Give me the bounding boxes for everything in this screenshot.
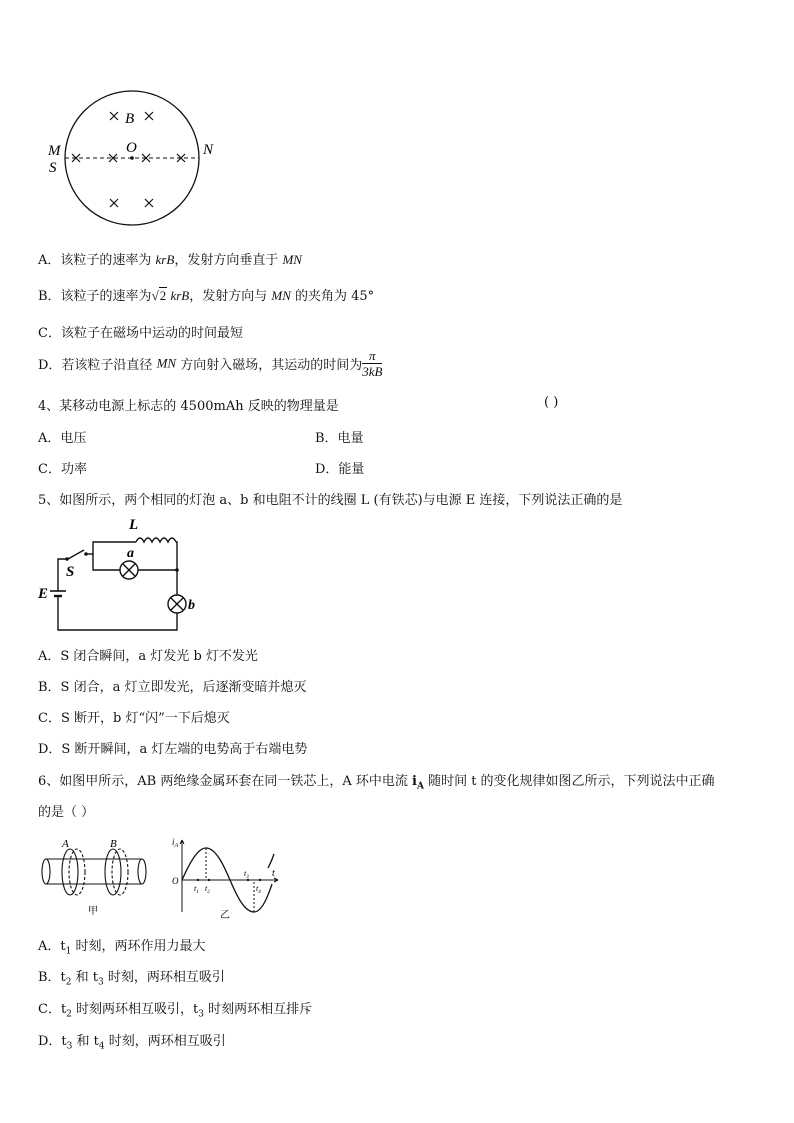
switch-contact-right: [84, 552, 88, 556]
caption-yi: 乙: [220, 910, 230, 920]
q6-stem-line2: 的是（ ）: [38, 805, 95, 820]
q3-B-text2: ，发射方向与: [189, 289, 272, 304]
switch-lever: [68, 550, 84, 559]
q3-D-fraction: [362, 348, 382, 379]
caption-jia: 甲: [88, 906, 98, 917]
q3-B-text3: 的夹角为 45°: [290, 289, 375, 304]
q3-D-text2: 方向射入磁场，其运动的时间为: [176, 358, 363, 373]
q3-option-D: [38, 348, 382, 379]
junction-right: [175, 568, 179, 572]
label-B: B: [125, 111, 135, 127]
q3-A-speed: krB: [155, 252, 175, 267]
wire-left-up: [58, 559, 66, 586]
q4-option-A: A．电压: [38, 431, 87, 446]
axis-label-iA: $i_A$: [172, 837, 179, 849]
axis-label-t: t: [272, 868, 275, 879]
q3-option-A: [38, 249, 302, 268]
bulb-a-cross: [123, 564, 135, 576]
q4-answer-paren: ( ): [544, 395, 559, 410]
origin-O: O: [172, 876, 179, 886]
inductor-coil: [136, 538, 176, 542]
q5-option-D: D．S 断开瞬间，a 灯左端的电势高于右端电势: [38, 742, 308, 757]
label-E: E: [38, 586, 49, 602]
magnetic-field-circle-figure: [40, 88, 230, 233]
label-L: L: [129, 517, 139, 533]
label-a: a: [127, 546, 134, 561]
q3-B-speed: krB: [167, 288, 190, 303]
q3-D-text: D．若该粒子沿直径: [38, 358, 157, 373]
q3-D-MN: MN: [156, 355, 177, 371]
label-b: b: [188, 598, 195, 613]
label-O: O: [126, 140, 137, 156]
q4-stem: 4、某移动电源上标志的 4500mAh 反映的物理量是: [38, 399, 339, 414]
q6-option-A: A．$t_1$ 时刻，两环作用力最大: [38, 939, 206, 957]
q3-B-text: B．该粒子的速率为: [38, 289, 152, 304]
q6-stem-current-i: i: [412, 774, 417, 789]
wire-a-right: [138, 570, 177, 595]
q6-stem-line1: [38, 770, 715, 792]
ring-B-label: B: [110, 838, 117, 850]
q6-option-B: B．$t_2$ 和 $t_3$ 时刻，两环相互吸引: [38, 970, 225, 988]
rings-on-core-figure: [40, 832, 152, 918]
ring-A: [62, 849, 78, 895]
label-M: M: [48, 143, 61, 159]
sqrt-2: √2: [151, 288, 167, 303]
q4-option-D: D．能量: [315, 462, 365, 477]
ring-A-label: A: [62, 838, 69, 850]
q6-stem-text2: 随时间 t 的变化规律如图乙所示，下列说法中正确: [423, 774, 715, 789]
tick-t4: $t_4$: [256, 884, 261, 895]
q6-option-D: D．$t_3$ 和 $t_4$ 时刻，两环相互吸引: [38, 1034, 226, 1052]
q6-stem-current-sub: A: [416, 781, 424, 792]
q5-option-B: B．S 闭合，a 灯立即发光，后逐渐变暗并熄灭: [38, 680, 307, 695]
q5-option-A: A．S 闭合瞬间，a 灯发光 b 灯不发光: [38, 649, 258, 664]
q3-A-text2: ，发射方向垂直于: [174, 253, 283, 268]
tick-t3: $t_3$: [244, 869, 249, 880]
tick-t1: $t_1$: [194, 884, 199, 895]
q3-B-MN: MN: [271, 288, 291, 303]
q3-A-MN: MN: [282, 252, 302, 267]
q6-option-C: C．$t_2$ 时刻两环相互吸引，$t_3$ 时刻两环相互排斥: [38, 1002, 313, 1020]
current-time-graph: [168, 832, 283, 920]
label-S-switch: S: [66, 564, 75, 580]
tick-t2: $t_2$: [205, 884, 210, 895]
q5-stem: 5、如图所示，两个相同的灯泡 a、b 和电阻不计的线圈 L (有铁芯)与电源 E 连接，下列说法正确的是: [38, 493, 623, 508]
bulb-b-cross: [171, 598, 183, 610]
ring-B: [105, 849, 121, 895]
q6-stem-text: 6、如图甲所示，AB 两绝缘金属环套在同一铁芯上，A 环中电流: [38, 774, 412, 789]
wire-a-left: [93, 554, 120, 570]
q3-option-B: [38, 285, 374, 304]
wire-top-right: [176, 542, 177, 570]
q5-option-C: C．S 断开，b 灯“闪”一下后熄灭: [38, 711, 230, 726]
fraction-numerator: π: [362, 348, 382, 364]
switch-contact-left: [65, 557, 69, 561]
q3-option-C: C．该粒子在磁场中运动的时间最短: [38, 326, 243, 341]
wire-bottom: [58, 600, 177, 630]
center-point-O: [130, 156, 134, 160]
q4-option-B: B．电量: [315, 431, 364, 446]
q4-option-C: C．功率: [38, 462, 87, 477]
label-N: N: [203, 142, 214, 158]
fraction-denominator: 3kB: [362, 364, 383, 379]
q3-A-text: A．该粒子的速率为: [38, 253, 156, 268]
circuit-figure: [36, 512, 206, 636]
label-S: S: [49, 160, 57, 176]
